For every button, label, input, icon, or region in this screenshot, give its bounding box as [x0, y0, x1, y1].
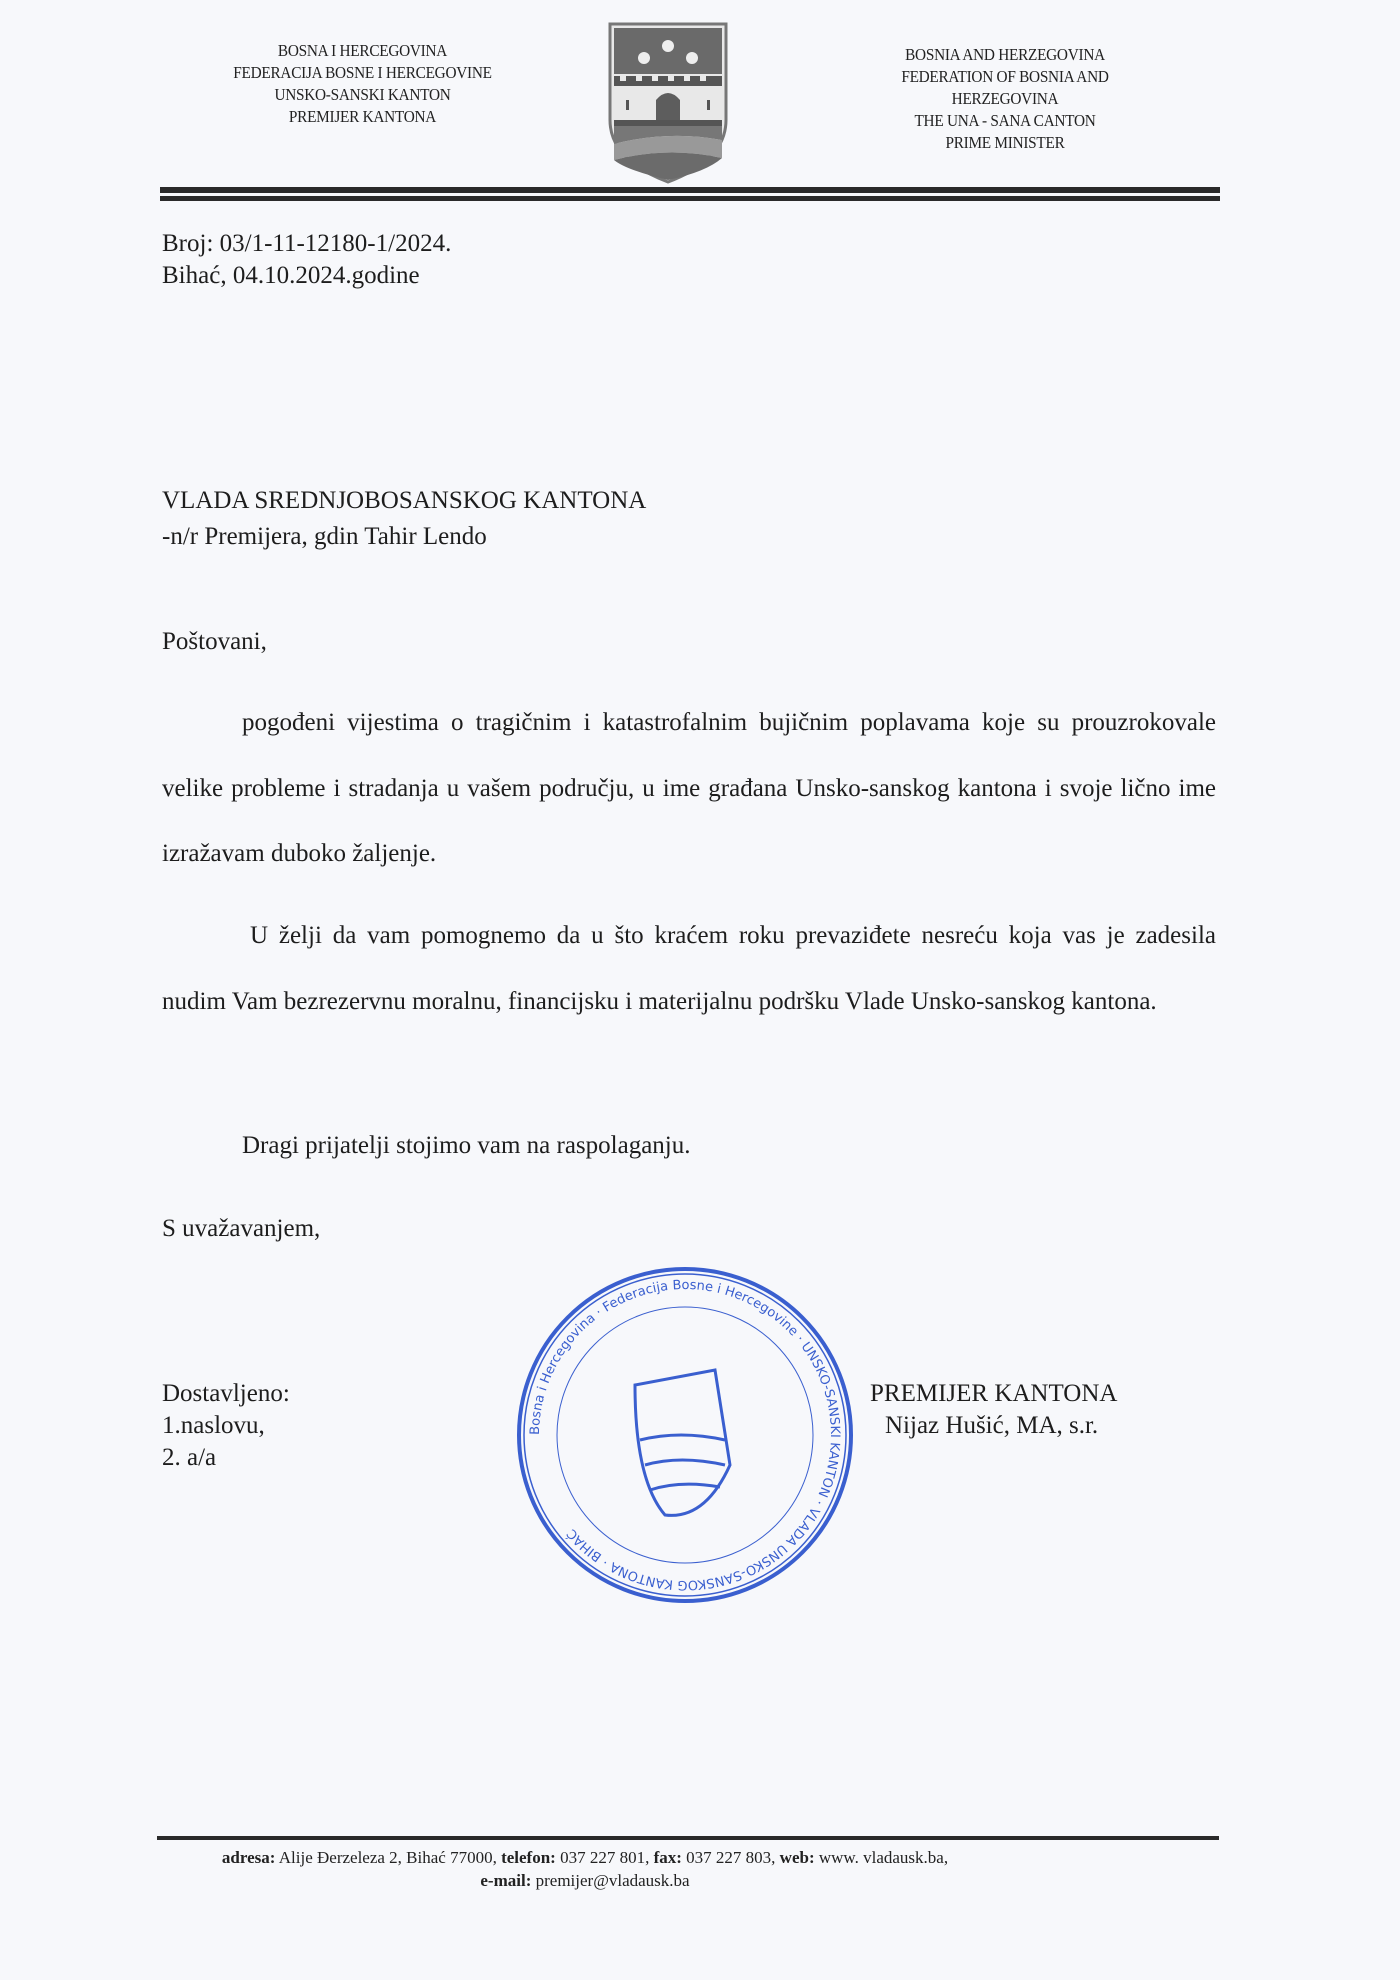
- star-icon: [662, 40, 674, 52]
- official-stamp: [515, 1265, 855, 1605]
- signature-name: Nijaz Hušić, MA, s.r.: [885, 1412, 1099, 1439]
- recipient-attention: -n/r Premijera, gdin Tahir Lendo: [162, 523, 487, 550]
- distribution-item: 2. a/a: [162, 1444, 217, 1471]
- stamp-text: Bosna i Hercegovina · Federacija Bosne i Hercegovine · UNSKO-SANSKI KANTON · VLADA UNSKO-SANSKOG KANTONA · BIHAĆ: [527, 1277, 843, 1593]
- fax-label: fax:: [653, 1848, 682, 1867]
- header-rule-bottom: [160, 196, 1220, 201]
- email-link[interactable]: premijer@vladausk.ba: [535, 1871, 690, 1890]
- phone-label: telefon:: [501, 1848, 556, 1867]
- body-paragraph-2: [162, 903, 1216, 1034]
- web-link[interactable]: www. vladausk.ba,: [818, 1848, 949, 1867]
- address-value: Alije Đerzeleza 2, Bihać 77000,: [278, 1848, 497, 1867]
- distribution-label: Dostavljeno:: [162, 1380, 290, 1407]
- header-left-block: [216, 40, 509, 128]
- header-right-line: PRIME MINISTER: [945, 133, 1065, 152]
- body-paragraph-1: [162, 690, 1216, 887]
- phone-value: 037 227 801,: [560, 1848, 650, 1867]
- signature-title: PREMIJER KANTONA: [870, 1380, 1118, 1407]
- footer-line-2: [160, 1869, 1010, 1892]
- address-label: adresa:: [221, 1848, 276, 1867]
- place-date: Bihać, 04.10.2024.godine: [162, 262, 420, 289]
- distribution-item: 1.naslovu,: [162, 1412, 265, 1439]
- header-right-block: [870, 44, 1140, 154]
- header-left-line: FEDERACIJA BOSNE I HERCEGOVINE: [233, 63, 492, 82]
- reference-number: Broj: 03/1-11-12180-1/2024.: [162, 230, 452, 257]
- star-icon: [686, 52, 698, 64]
- header-right-line: FEDERATION OF BOSNIA AND: [901, 67, 1109, 86]
- recipient-name: VLADA SREDNJOBOSANSKOG KANTONA: [162, 487, 647, 514]
- closing: S uvažavanjem,: [162, 1215, 321, 1242]
- header-right-line: THE UNA - SANA CANTON: [914, 111, 1096, 130]
- header-rule-top: [160, 187, 1220, 193]
- star-icon: [638, 52, 650, 64]
- header-right-line: BOSNIA AND HERZEGOVINA: [905, 45, 1105, 64]
- footer-line-1: [160, 1846, 1010, 1869]
- body-paragraph-3: Dragi prijatelji stojimo vam na raspolaganju.: [242, 1132, 691, 1159]
- header-right-line: HERZEGOVINA: [951, 89, 1059, 108]
- header-left-line: PREMIJER KANTONA: [288, 107, 437, 126]
- paragraph-text: U želji da vam pomognemo da u što kraćem roku prevaziđete nesreću koja vas je zadesila nudim Vam bezrezervnu moralnu, financijsku i materijalnu podršku Vlade Unsko-sanskog kantona.: [162, 922, 1216, 1015]
- header-left-line: UNSKO-SANSKI KANTON: [274, 85, 451, 104]
- web-label: web:: [779, 1848, 815, 1867]
- fax-value: 037 227 803,: [686, 1848, 776, 1867]
- paragraph-text: pogođeni vijestima o tragičnim i katastrofalnim bujičnim poplavama koje su prouzrokovale velike probleme i stradanja u vašem području, u ime građana Unsko-sanskog kantona i svoje lično ime izražavam duboko žaljenje.: [162, 709, 1216, 867]
- footer-contact: [160, 1846, 1010, 1892]
- salutation: Poštovani,: [162, 628, 267, 655]
- email-label: e-mail:: [480, 1871, 532, 1890]
- coat-of-arms-emblem: [606, 20, 730, 184]
- header-left-line: BOSNA I HERCEGOVINA: [277, 41, 448, 60]
- footer-rule: [157, 1836, 1219, 1840]
